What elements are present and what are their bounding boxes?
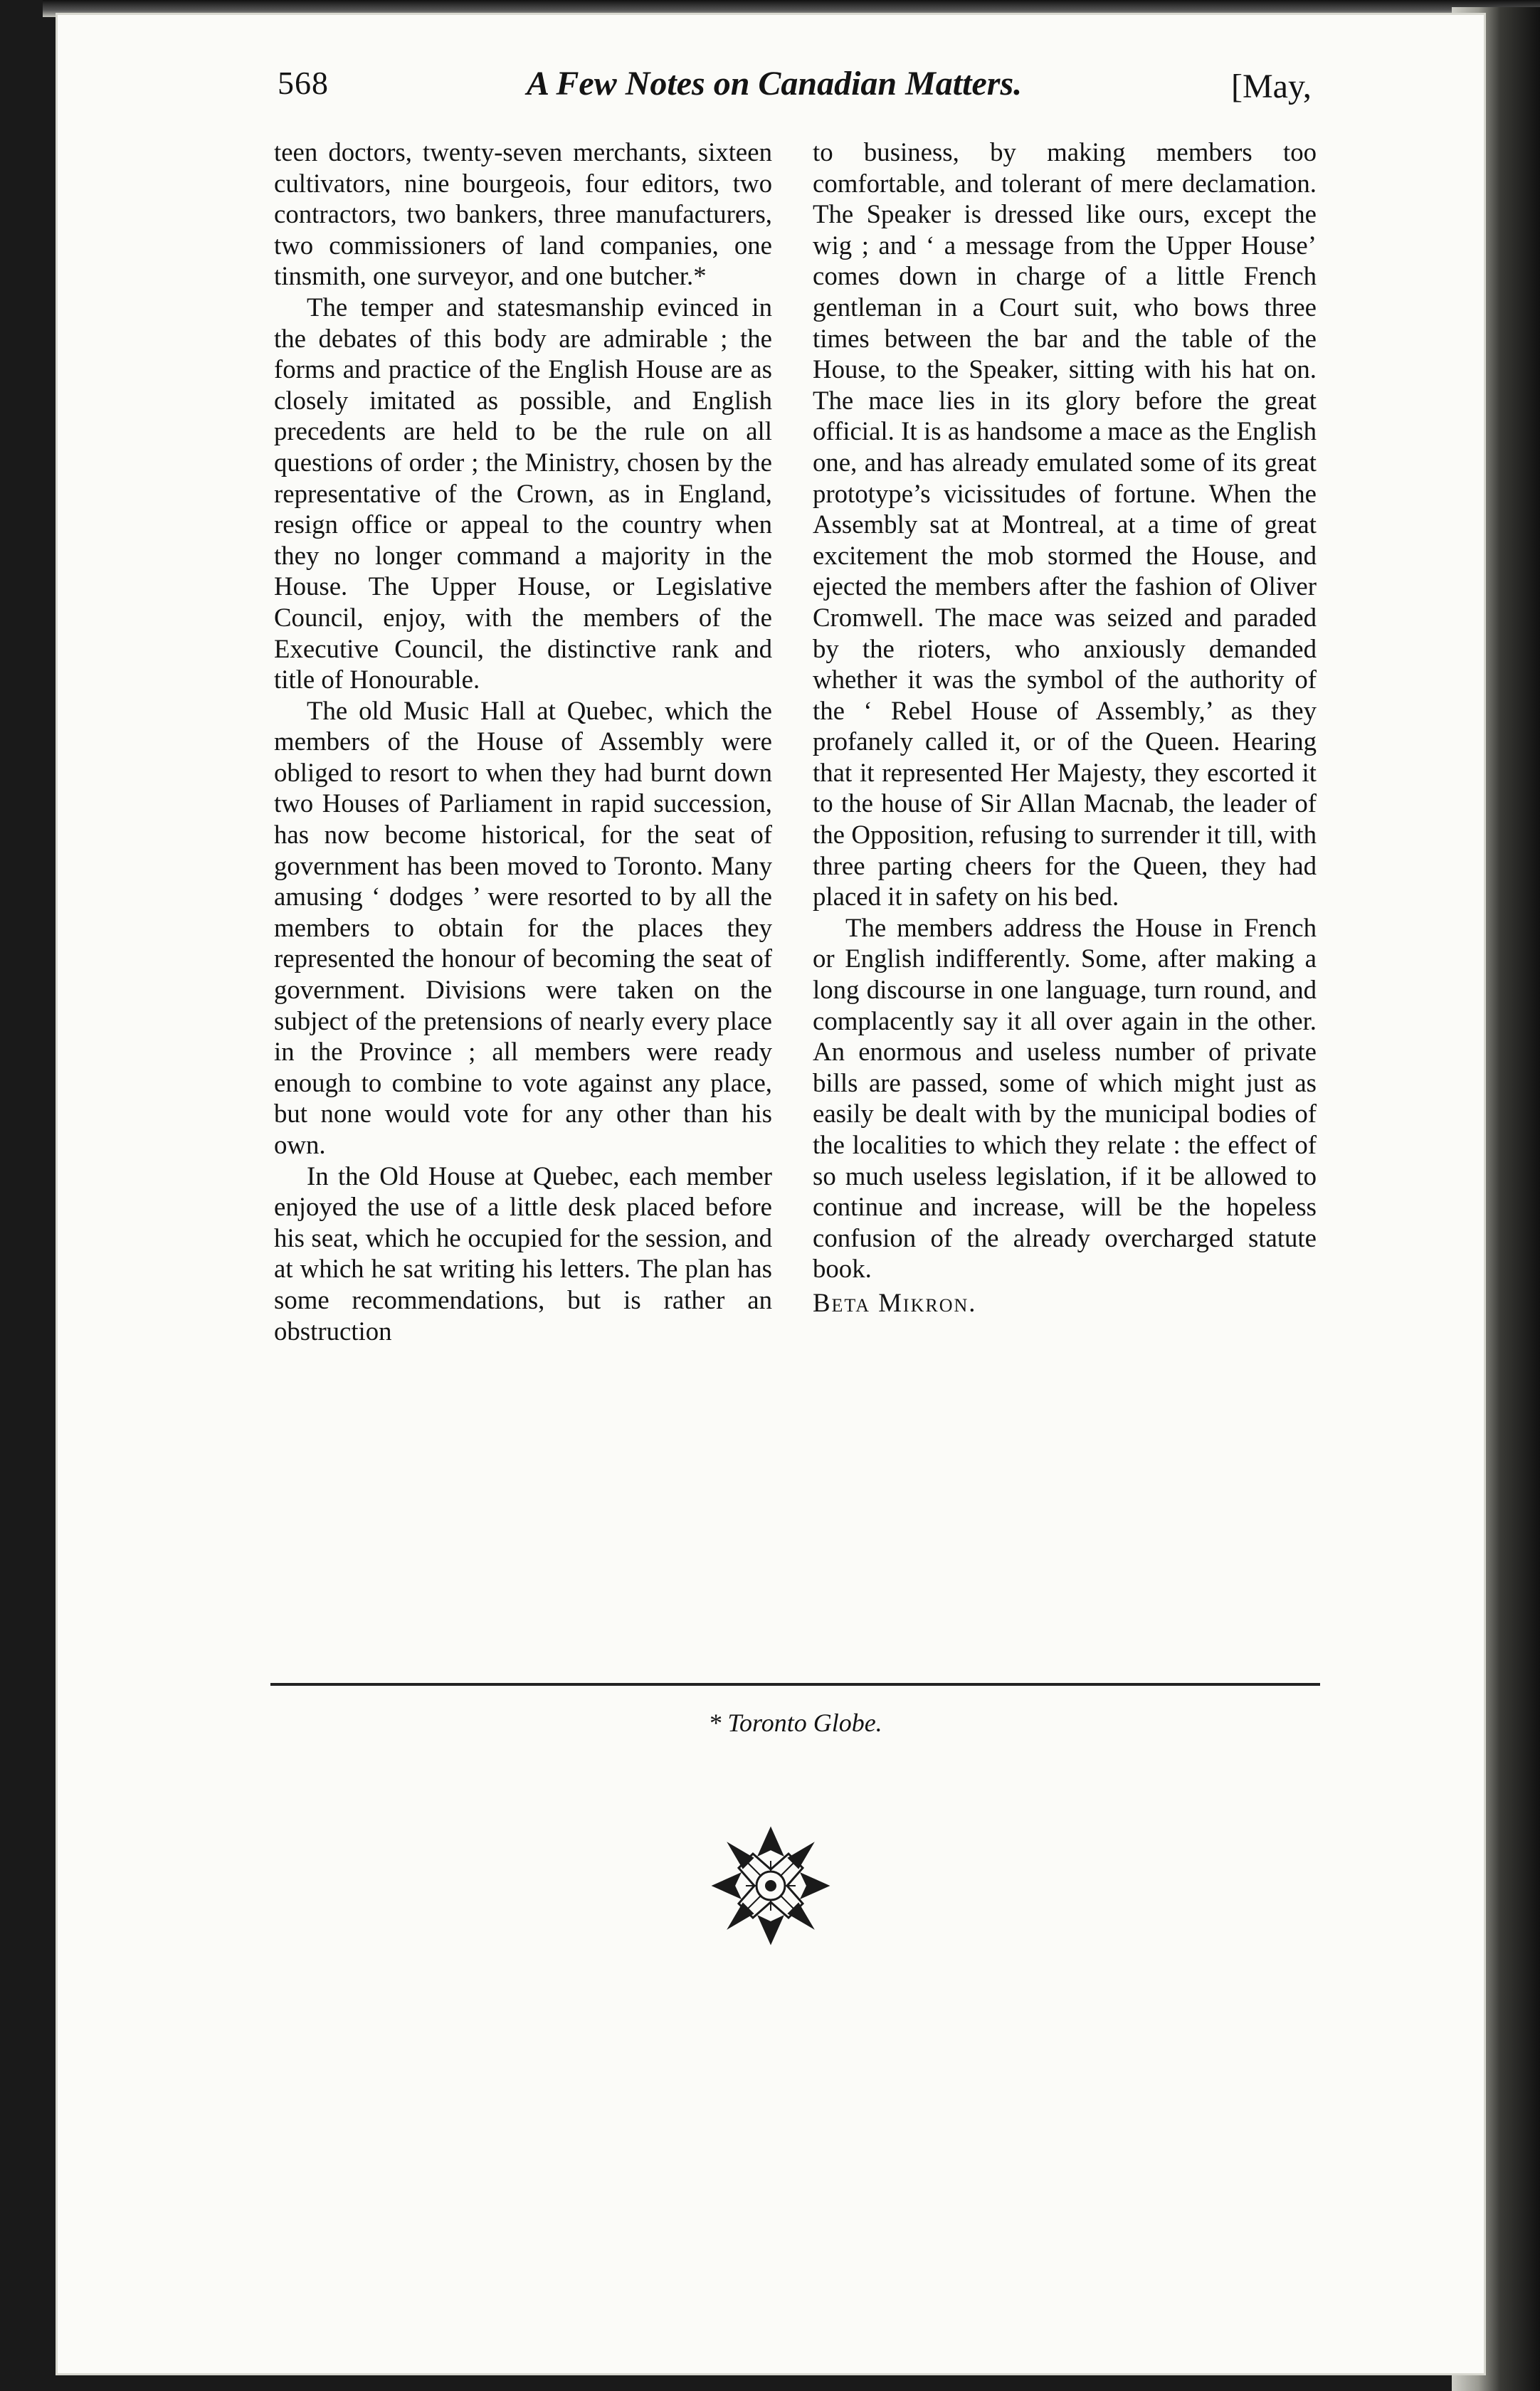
left-paragraph-1: teen doctors, twenty-seven merchants, sixteen cultivators, nine bourgeois, four editors, two contractors, two bankers, three manufacturers, two commissioners of land companies, one tinsmith, one surveyor, and one butcher.* [274,137,772,291]
maltese-cross-ornament-icon [703,1818,838,1953]
left-paragraph-2: The temper and statesmanship evinced in the debates of this body are admirable ; the forms and practice of the English House are as closely imitated as possible, and English precedents are held to be the rule on all questions of order ; the Ministry, chosen by the representative of the Crown, as in England, resign office or appeal to the country when they no longer command a majority in the House. The Upper House, or Legislative Council, enjoy, with the members of the Executive Council, the distinctive rank and title of Honourable. [274,292,772,695]
running-date: [May, [1231,68,1312,105]
page-number: 568 [278,65,329,101]
footnote: * Toronto Globe. [708,1709,882,1737]
right-paragraph-2: The members address the House in French or English indifferently. Some, after making a long discourse in one language, turn round, and complacently say it all over again in the other. An enormous and useless number of private bills are passed, some of which might just as easily be dealt with by the municipal bodies of the localities to which they relate : the effect of so much useless legislation, if it be allowed to continue and increase, will be the hopeless confusion of the already overcharged statute book. [813,912,1317,1284]
left-column [274,137,772,1346]
author-signature: Beta Mikron. [813,1287,977,1317]
left-paragraph-4: In the Old House at Quebec, each member enjoyed the use of a little desk placed before his seat, which he occupied for the session, and at which he sat writing his letters. The plan has some recommendations, but is rather an obstruction [274,1161,772,1346]
left-paragraph-3: The old Music Hall at Quebec, which the members of the House of Assembly were obliged to resort to when they had burnt down two Houses of Parliament in rapid succession, has now become historical, for the seat of government has been moved to Toronto. Many amusing ‘ dodges ’ were resorted to by all the members to obtain for the places they represented the honour of becoming the seat of government. Divisions were taken on the subject of the pretensions of nearly every place in the Province ; all members were ready enough to combine to vote against any place, but none would vote for any other than his own. [274,695,772,1159]
running-header [221,64,1331,128]
right-paragraph-1: to business, by making members too comfortable, and tolerant of mere declamation. The Speaker is dressed like ours, except the wig ; and ‘ a message from the Upper House’ comes down in charge of a little French gentleman in a Court suit, who bows three times between the bar and the table of the House, to the Speaker, sitting with his hat on. The mace lies in its glory before the great official. It is as handsome a mace as the English one, and has already emulated some of its great prototype’s vicissitudes of fortune. When the Assembly sat at Montreal, at a time of great excitement the mob stormed the House, and ejected the members after the fashion of Oliver Cromwell. The mace was seized and paraded by the rioters, who anxiously demanded whether it was the symbol of the authority of the ‘ Rebel House of Assembly,’ as they profanely called it, or of the Queen. Hearing that it represented Her Majesty, they escorted it to the house of Sir Allan Macnab, the leader of the Opposition, refusing to surrender it till, with three parting cheers for the Queen, they had placed it in safety on his bed. [813,137,1317,912]
ornament-graphic [703,1818,838,1953]
running-title: A Few Notes on Canadian Matters. [527,65,1023,102]
right-column [813,137,1317,1319]
footnote-rule [270,1683,1320,1686]
